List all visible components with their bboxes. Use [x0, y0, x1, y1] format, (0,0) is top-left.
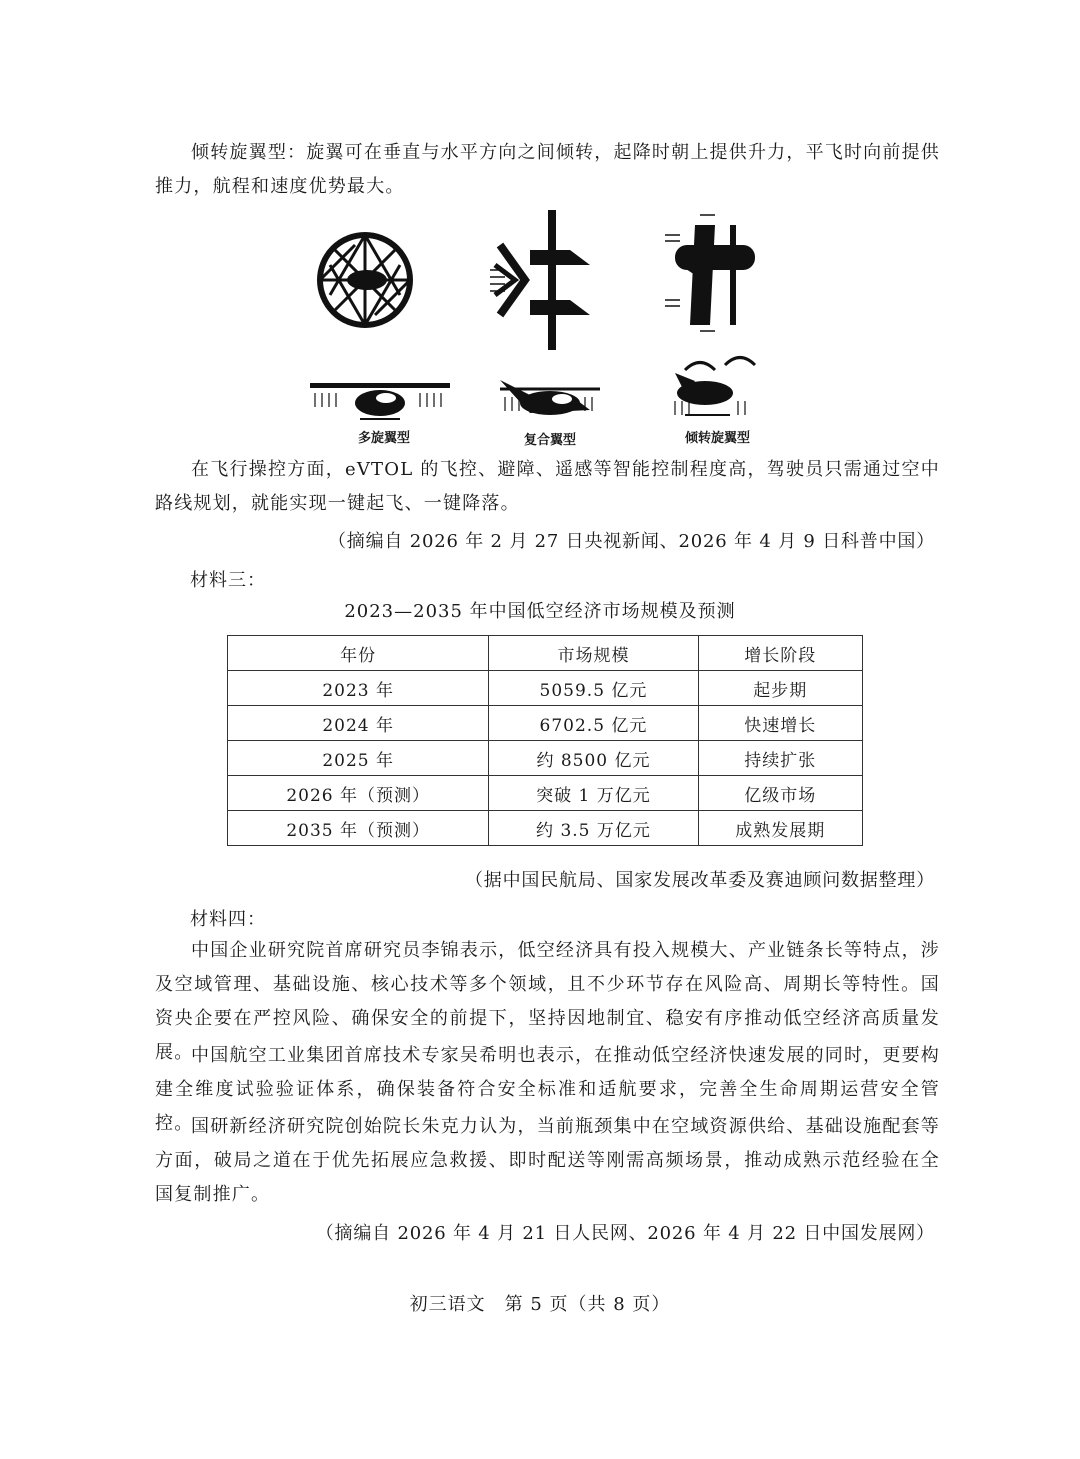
cell-stage: 快速增长: [698, 706, 862, 741]
cell-year: 2025 年: [228, 741, 489, 776]
source-material3: （据中国民航局、国家发展改革委及赛迪顾问数据整理）: [465, 870, 935, 891]
caption-tiltrotor: 倾转旋翼型: [685, 431, 751, 446]
cell-size: 约 8500 亿元: [489, 741, 698, 776]
evtol-diagram: [300, 205, 780, 450]
table-row: [228, 706, 863, 741]
header-year: 年份: [228, 636, 489, 671]
header-growth-stage: 增长阶段: [698, 636, 862, 671]
header-market-size: 市场规模: [489, 636, 698, 671]
cell-stage: 起步期: [698, 671, 862, 706]
table-row: [228, 671, 863, 706]
compound-top-view: [490, 210, 590, 350]
material4-label: 材料四：: [190, 909, 266, 930]
tiltrotor-top-view: [665, 215, 755, 331]
paragraph-zhu-keli: 国研新经济研究院创始院长朱克力认为，当前瓶颈集中在空域资源供给、基础设施配套等方面，破局之道在于优先拓展应急救援、即时配送等刚需高频场景，推动成熟示范经验在全国复制推广。: [155, 1116, 940, 1205]
table-row: [228, 741, 863, 776]
cell-year: 2035 年（预测）: [228, 811, 489, 846]
table-title: 2023—2035 年中国低空经济市场规模及预测: [344, 601, 736, 622]
evtol-figure: [300, 205, 780, 450]
source-material4: （摘编自 2026 年 4 月 21 日人民网、2026 年 4 月 22 日中国发展网）: [315, 1223, 935, 1244]
cell-stage: 成熟发展期: [698, 811, 862, 846]
cell-stage: 亿级市场: [698, 776, 862, 811]
table-row: [228, 811, 863, 846]
table-header-row: [228, 636, 863, 671]
tiltrotor-side-view: [675, 358, 755, 416]
paragraph-tiltrotor: 倾转旋翼型：旋翼可在垂直与水平方向之间倾转，起降时朝上提供升力，平飞时向前提供推力，航程和速度优势最大。: [155, 142, 940, 197]
cell-size: 6702.5 亿元: [489, 706, 698, 741]
cell-size: 5059.5 亿元: [489, 671, 698, 706]
compound-side-view: [500, 380, 600, 415]
paragraph-li-jin: 中国企业研究院首席研究员李锦表示，低空经济具有投入规模大、产业链条长等特点，涉及空域管理、基础设施、核心技术等多个领域，且不少环节存在风险高、周期长等特性。国资央企要在严控风险、确保安全的前提下，坚持因地制宜、稳安有序推动低空经济高质量发展。: [155, 940, 940, 1063]
caption-multirotor: 多旋翼型: [358, 431, 411, 446]
paragraph-flight-control: 在飞行操控方面，eVTOL 的飞控、避障、遥感等智能控制程度高，驾驶员只需通过空中路线规划，就能实现一键起飞、一键降落。: [155, 459, 940, 514]
page-footer: 初三语文 第 5 页（共 8 页）: [409, 1294, 671, 1315]
cell-size: 约 3.5 万亿元: [489, 811, 698, 846]
cell-year: 2026 年（预测）: [228, 776, 489, 811]
table-row: [228, 776, 863, 811]
cell-year: 2023 年: [228, 671, 489, 706]
multirotor-top-view: [320, 235, 410, 325]
cell-stage: 持续扩张: [698, 741, 862, 776]
multirotor-side-view: [310, 383, 450, 419]
source-material2: （摘编自 2026 年 2 月 27 日央视新闻、2026 年 4 月 9 日科普中国）: [327, 531, 935, 552]
cell-year: 2024 年: [228, 706, 489, 741]
material3-label: 材料三：: [190, 570, 266, 591]
market-table: [227, 635, 863, 846]
cell-size: 突破 1 万亿元: [489, 776, 698, 811]
paragraph-wu-ximing: 中国航空工业集团首席技术专家吴希明也表示，在推动低空经济快速发展的同时，更要构建全维度试验验证体系，确保装备符合安全标准和适航要求，完善全生命周期运营安全管控。: [155, 1045, 940, 1134]
caption-compound: 复合翼型: [524, 433, 577, 448]
